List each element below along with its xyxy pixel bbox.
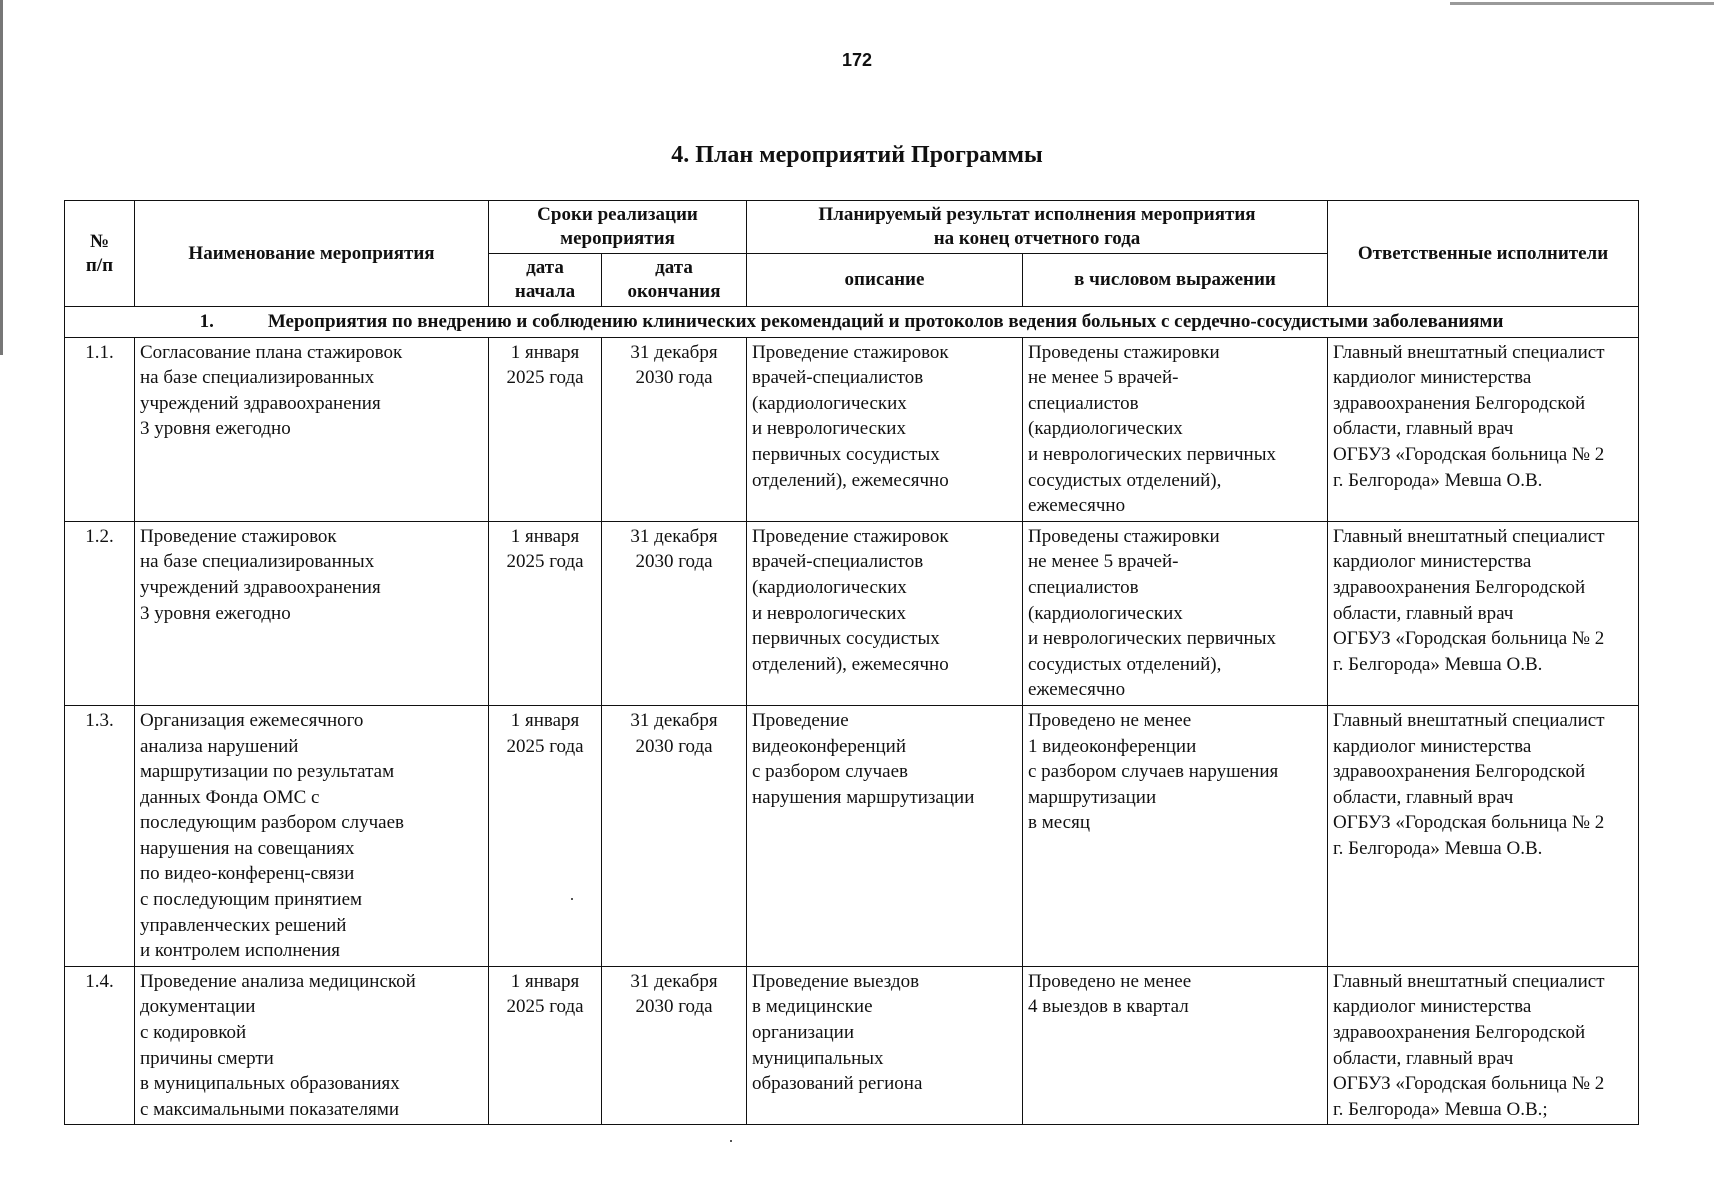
row-number: 1.4. bbox=[65, 966, 135, 1125]
row-number: 1.3. bbox=[65, 705, 135, 966]
row-name: Проведение стажировок на базе специализированных учреждений здравоохранения 3 уровня ежегодно bbox=[135, 521, 489, 705]
table-row bbox=[65, 337, 1639, 521]
row-name: Организация ежемесячного анализа нарушений маршрутизации по результатам данных Фонда ОМС с последующим разбором случаев нарушения на совещаниях по видео-конференц-связи с последующим принятием управленческих решений и контролем исполнения bbox=[135, 705, 489, 966]
header-description: описание bbox=[747, 254, 1023, 307]
row-end-date: 31 декабря 2030 года bbox=[602, 705, 747, 966]
row-description: Проведение выездов в медицинские организации муниципальных образований региона bbox=[747, 966, 1023, 1125]
section-row bbox=[65, 307, 1639, 338]
header-numeric: в числовом выражении bbox=[1023, 254, 1328, 307]
section-title: Мероприятия по внедрению и соблюдению клинических рекомендаций и протоколов ведения больных с сердечно-сосудистыми заболеваниями bbox=[267, 311, 1504, 332]
header-result: Планируемый результат исполнения мероприятия на конец отчетного года bbox=[747, 201, 1328, 254]
table-row bbox=[65, 966, 1639, 1125]
header-terms: Сроки реализации мероприятия bbox=[489, 201, 747, 254]
table-row bbox=[65, 521, 1639, 705]
row-numeric: Проведены стажировки не менее 5 врачей- специалистов (кардиологических и неврологических первичных сосудистых отделений), ежемесячно bbox=[1023, 337, 1328, 521]
section-heading bbox=[65, 307, 1639, 338]
page-number: 172 bbox=[841, 50, 873, 70]
row-number: 1.1. bbox=[65, 337, 135, 521]
row-description: Проведение стажировок врачей-специалистов (кардиологических и неврологических первичных сосудистых отделений), ежемесячно bbox=[747, 337, 1023, 521]
row-responsible: Главный внештатный специалист кардиолог министерства здравоохранения Белгородской области, главный врач ОГБУЗ «Городская больница № 2 г. Белгорода» Мевша О.В. bbox=[1328, 705, 1639, 966]
section-number: 1. bbox=[199, 311, 214, 332]
row-start-date: 1 января 2025 года bbox=[489, 705, 602, 966]
row-end-date: 31 декабря 2030 года bbox=[602, 337, 747, 521]
row-responsible: Главный внештатный специалист кардиолог министерства здравоохранения Белгородской области, главный врач ОГБУЗ «Городская больница № 2 г. Белгорода» Мевша О.В.; bbox=[1328, 966, 1639, 1125]
header-num: № п/п bbox=[65, 201, 135, 307]
header-row-top bbox=[65, 201, 1639, 254]
table-row bbox=[65, 705, 1639, 966]
row-name: Согласование плана стажировок на базе специализированных учреждений здравоохранения 3 уровня ежегодно bbox=[135, 337, 489, 521]
plan-table bbox=[64, 200, 1639, 1125]
page-title: 4. План мероприятий Программы bbox=[671, 142, 1043, 168]
row-end-date: 31 декабря 2030 года bbox=[602, 521, 747, 705]
row-numeric: Проведено не менее 4 выездов в квартал bbox=[1023, 966, 1328, 1125]
row-numeric: Проведено не менее 1 видеоконференции с разбором случаев нарушения маршрутизации в месяц bbox=[1023, 705, 1328, 966]
row-number: 1.2. bbox=[65, 521, 135, 705]
row-description: Проведение стажировок врачей-специалистов (кардиологических и неврологических первичных сосудистых отделений), ежемесячно bbox=[747, 521, 1023, 705]
header-responsible: Ответственные исполнители bbox=[1328, 201, 1639, 307]
row-responsible: Главный внештатный специалист кардиолог министерства здравоохранения Белгородской области, главный врач ОГБУЗ «Городская больница № 2 г. Белгорода» Мевша О.В. bbox=[1328, 337, 1639, 521]
header-name: Наименование мероприятия bbox=[135, 201, 489, 307]
row-name: Проведение анализа медицинской документации с кодировкой причины смерти в муниципальных образованиях с максимальными показателями bbox=[135, 966, 489, 1125]
row-numeric: Проведены стажировки не менее 5 врачей- специалистов (кардиологических и неврологических первичных сосудистых отделений), ежемесячно bbox=[1023, 521, 1328, 705]
scan-speck bbox=[571, 898, 573, 900]
row-description: Проведение видеоконференций с разбором случаев нарушения маршрутизации bbox=[747, 705, 1023, 966]
row-start-date: 1 января 2025 года bbox=[489, 337, 602, 521]
row-start-date: 1 января 2025 года bbox=[489, 521, 602, 705]
row-responsible: Главный внештатный специалист кардиолог министерства здравоохранения Белгородской области, главный врач ОГБУЗ «Городская больница № 2 г. Белгорода» Мевша О.В. bbox=[1328, 521, 1639, 705]
scan-speck bbox=[730, 1140, 732, 1142]
row-end-date: 31 декабря 2030 года bbox=[602, 966, 747, 1125]
row-start-date: 1 января 2025 года bbox=[489, 966, 602, 1125]
header-end-date: дата окончания bbox=[602, 254, 747, 307]
scan-edge-top bbox=[1450, 2, 1714, 5]
header-start-date: дата начала bbox=[489, 254, 602, 307]
